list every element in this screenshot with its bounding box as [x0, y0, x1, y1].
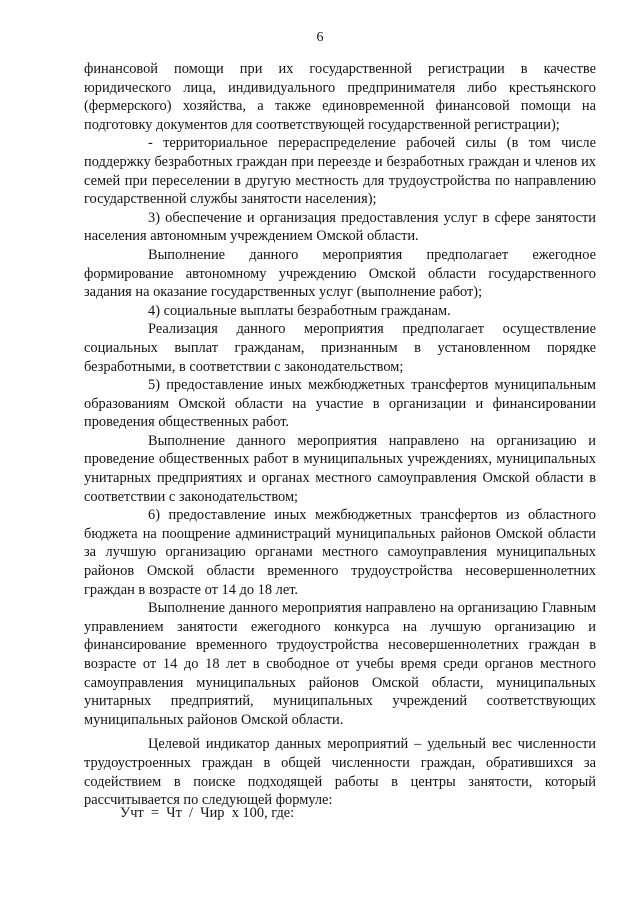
paragraph-5: 4) социальные выплаты безработным гражданам.	[148, 302, 451, 319]
paragraph-7: 5) предоставление иных межбюджетных трансфертов муниципальным образованиям Омской области на участие в организации и финансировании проведения общественных работ.	[84, 377, 596, 431]
paragraph-1: финансовой помощи при их государственной регистрации в качестве юридического лица, индивидуального предпринимателя либо крестьянского (фермерского) хозяйства, а также единовременной финансовой помощи на подготовку документов для соответствующей государственной регистрации);	[84, 61, 596, 133]
paragraph-6: Реализация данного мероприятия предполагает осуществление социальных выплат гражданам, признанным в установленном порядке безработными, в соответствии с законодательством;	[84, 321, 596, 375]
document-body	[84, 60, 596, 810]
paragraph-2: - территориальное перераспределение рабочей силы (в том числе поддержку безработных граждан при переезде и безработных граждан и членов их семей при переселении в другую местность для трудоустройства по направлению государственной службы занятости населения);	[84, 135, 596, 208]
paragraph-10: Выполнение данного мероприятия направлено на организацию Главным управлением занятости ежегодного конкурса на лучшую организацию и финансирование временного трудоустройства несовершеннолетних граждан в возрасте от 14 до 18 лет в свободное от учебы время среди органов местного самоуправления муниципальных районов Омской области, муниципальных унитарных предприятий, муниципальных учреждений соответствующих муниципальных районов Омской области.	[84, 600, 596, 728]
paragraph-3: 3) обеспечение и организация предоставления услуг в сфере занятости населения автономным учреждением Омской области.	[84, 209, 596, 245]
paragraph-9: 6) предоставление иных межбюджетных трансфертов из областного бюджета на поощрение администраций муниципальных районов Омской области за лучшую организацию органами местного самоуправления муниципальных районов Омской области временного трудоустройства несовершеннолетних граждан в возрасте от 14 до 18 лет.	[84, 507, 596, 598]
paragraph-8: Выполнение данного мероприятия направлено на организацию и проведение общественных работ в муниципальных учреждениях, муниципальных унитарных предприятиях и органах местного самоуправления Омской области в соответствии с законодательством;	[84, 432, 596, 505]
page-number: 6	[316, 30, 324, 45]
paragraph-11: Целевой индикатор данных мероприятий – удельный вес численности трудоустроенных граждан в общей численности граждан, обратившихся за содействием в поиске подходящей работы в центры занятости, который рассчитывается по следующей формуле:	[84, 736, 596, 809]
formula: Учт = Чт / Чир х 100, где:	[120, 805, 295, 821]
paragraph-4: Выполнение данного мероприятия предполагает ежегодное формирование автономному учреждению Омской области государственного задания на оказание государственных услуг (выполнение работ);	[84, 246, 596, 301]
